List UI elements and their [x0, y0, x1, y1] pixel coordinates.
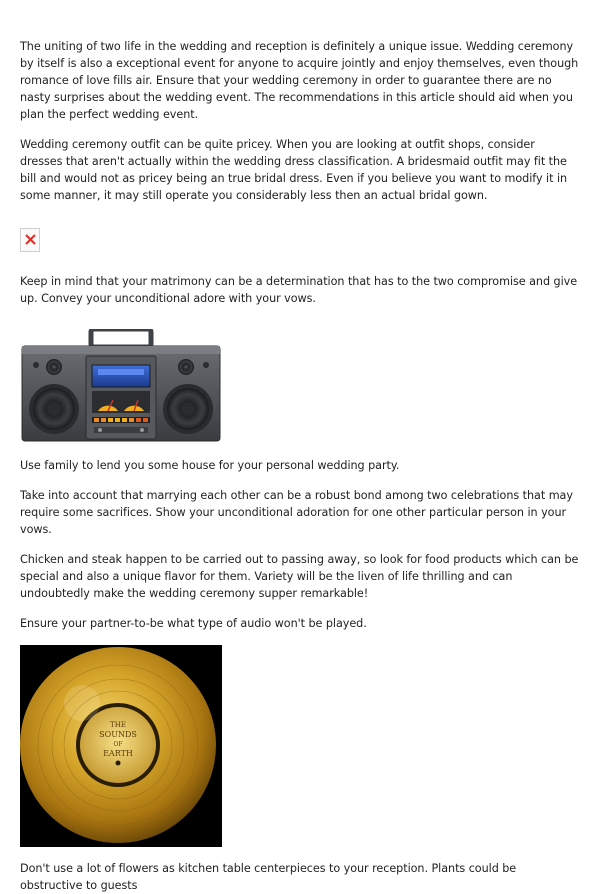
- paragraph-intro: The uniting of two life in the wedding and reception is definitely a unique issue. Wedding ceremony by itself is also a exceptional event for anyone to acquire jointly and enjoy themselves, even though romance of love fills air. Ensure that your wedding ceremony in order to guarantee there are no nasty surprises about the wedding event. The recommendations in this article should aid when you plan the perfect wedding event.: [20, 40, 579, 121]
- record-label-text-1: THE: [110, 721, 126, 729]
- paragraph-wedding-outfit: Wedding ceremony outfit can be quite pricey. When you are looking at outfit shops, consider dresses that aren't actually within the wedding dress classification. A bridesmaid outfit may fit the bill and would not as pricey being an true bridal dress. Even if you believe you want to modify it in some manner, it may still operate you considerably less then an actual bridal gown.: [20, 138, 568, 202]
- paragraph-bond: Take into account that marrying each other can be a robust bond among two celebrations that may require some sacrifices. Show your unconditional adoration for one other particular person in your vows.: [20, 489, 573, 536]
- record-label-text-3: OF: [113, 741, 123, 748]
- record-label-text-2: SOUNDS: [99, 730, 137, 739]
- boombox-image: [20, 329, 222, 443]
- paragraph-food: Chicken and steak happen to be carried out to passing away, so look for food products which can be special and also a unique flavor for them. Variety will be the liven of life thrilling and can undoubtedly make the wedding ceremony supper remarkable!: [20, 553, 579, 600]
- paragraph-audio: Ensure your partner-to-be what type of audio won't be played.: [20, 617, 367, 630]
- close-icon: [25, 234, 36, 245]
- broken-image-icon: [20, 228, 40, 252]
- record-label-text-4: EARTH: [103, 749, 133, 758]
- paragraph-matrimony: Keep in mind that your matrimony can be a determination that has to the two compromise and give up. Convey your unconditional adore with your vows.: [20, 275, 578, 305]
- paragraph-family-house: Use family to lend you some house for your personal wedding party.: [20, 459, 400, 472]
- paragraph-flowers: Don't use a lot of flowers as kitchen table centerpieces to your reception. Plants could be obstructive to guests: [20, 862, 517, 892]
- golden-record-image: [20, 645, 222, 847]
